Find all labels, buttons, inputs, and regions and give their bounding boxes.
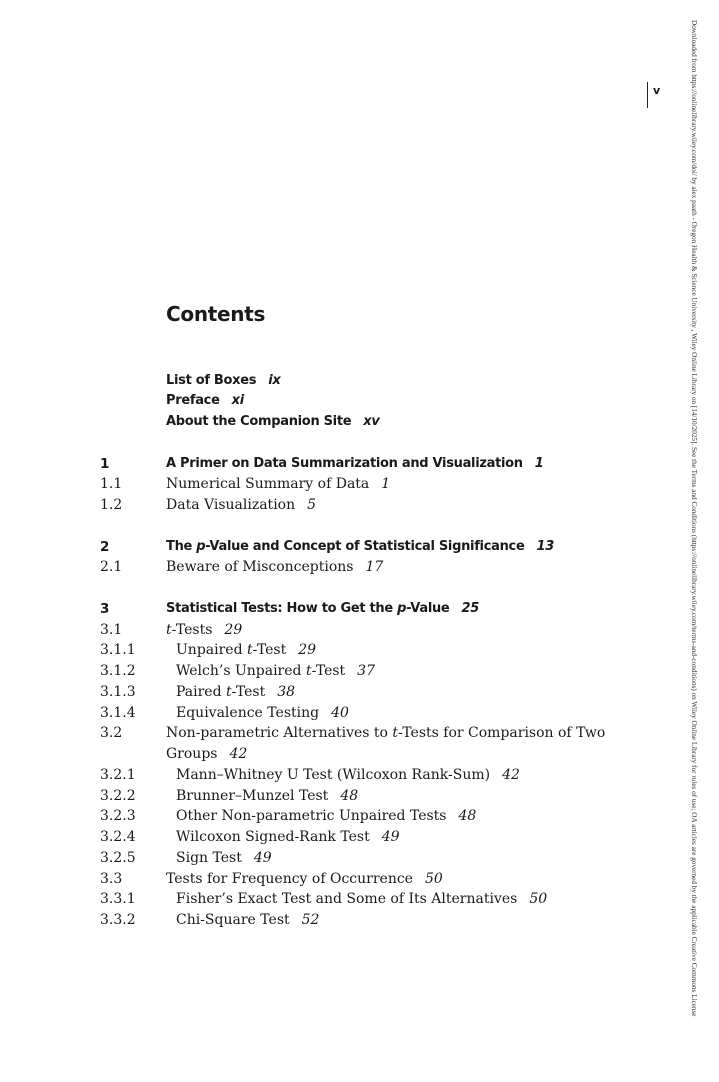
entry-title-post: -Test	[231, 684, 266, 700]
entry-number: 3.1	[100, 622, 123, 638]
entry-title: Data Visualization	[166, 497, 296, 513]
entry-page: 48	[458, 808, 477, 824]
entry-number: 3.3	[100, 871, 123, 887]
entry-number: 2.1	[100, 559, 123, 575]
entry-number: 3.1.2	[100, 663, 136, 679]
entry-number: 3.1.4	[100, 705, 136, 721]
entry-page: 42	[229, 746, 248, 762]
entry-number: 1.2	[100, 497, 123, 513]
entry-title-italic: t	[247, 642, 253, 658]
entry-page: 42	[502, 767, 520, 783]
entry-title-pre: The	[166, 539, 197, 554]
download-notice: Downloaded from https://onlinelibrary.wiley.com/doi/ by alex paath - Oregon Health & Science University , Wiley Online Library on [14/10/2025]. See the Terms and Conditions (https://onlinelibrary.wiley.com/terms-and-conditions) on Wiley Online Library for rules of use; OA articles are governed by the applicable Creative Commons License	[690, 20, 698, 1017]
entry-number: 3.2.5	[100, 850, 136, 866]
entry-number: 3.2.1	[100, 767, 136, 783]
entry-page: 29	[298, 642, 317, 658]
entry-page: xv	[363, 414, 380, 429]
entry-title-pre: Welch’s Unpaired	[176, 663, 306, 679]
entry-page: 1	[534, 456, 544, 471]
entry-page: 52	[301, 912, 320, 928]
entry-number: 1	[100, 456, 110, 472]
entry-title: Fisher’s Exact Test and Some of Its Alternatives	[176, 891, 518, 907]
entry-number: 3.2.3	[100, 808, 136, 824]
entry-title-italic: p	[196, 539, 206, 554]
entry-title-post: -Test	[252, 642, 287, 658]
entry-title-pre: Non-parametric Alternatives to	[166, 725, 393, 741]
entry-page: 49	[381, 829, 400, 845]
entry-title-italic: t	[226, 684, 232, 700]
entry-number: 3.2.4	[100, 829, 136, 845]
entry-page: 50	[424, 871, 443, 887]
entry-number: 3.2.2	[100, 788, 136, 804]
entry-title: Beware of Misconceptions	[166, 559, 354, 575]
entry-title: Numerical Summary of Data	[166, 476, 370, 492]
entry-number: 3.1.3	[100, 684, 136, 700]
entry-title: Mann–Whitney U Test (Wilcoxon Rank-Sum)	[176, 767, 491, 783]
entry-page: 1	[381, 476, 391, 492]
entry-title: Other Non-parametric Unpaired Tests	[176, 808, 447, 824]
entry-number: 2	[100, 539, 110, 555]
entry-title: About the Companion Site	[166, 414, 352, 429]
entry-number: 3	[100, 601, 110, 617]
entry-page: xi	[231, 393, 244, 408]
entry-title-post: -Value and Concept of Statistical Significance	[205, 539, 525, 554]
entry-page: 17	[365, 559, 384, 575]
entry-title-italic: t	[166, 622, 172, 638]
entry-page: 13	[536, 539, 554, 554]
entry-title: Chi-Square Test	[176, 912, 290, 928]
page-title: Contents	[166, 302, 266, 326]
entry-title-pre: Statistical Tests: How to Get the	[166, 601, 398, 616]
page-marker-rule	[647, 82, 648, 108]
entry-page: ix	[268, 373, 281, 388]
entry-page: 25	[461, 601, 479, 616]
entry-title: Wilcoxon Signed-Rank Test	[176, 829, 370, 845]
entry-number: 3.3.1	[100, 891, 136, 907]
entry-title: A Primer on Data Summarization and Visualization	[166, 456, 523, 471]
entry-page: 50	[529, 891, 548, 907]
entry-title-cont: Groups	[166, 746, 218, 762]
entry-title: Tests for Frequency of Occurrence	[166, 871, 413, 887]
entry-title: Preface	[166, 393, 220, 408]
entry-title: Sign Test	[176, 850, 242, 866]
entry-page: 38	[277, 684, 296, 700]
entry-number: 3.3.2	[100, 912, 136, 928]
entry-title: Brunner–Munzel Test	[176, 788, 329, 804]
entry-title: Equivalence Testing	[176, 705, 320, 721]
entry-page: 37	[357, 663, 375, 679]
entry-title-post: -Tests	[171, 622, 213, 638]
page-number: v	[653, 84, 661, 97]
entry-page: 48	[340, 788, 359, 804]
entry-title-italic: t	[392, 725, 399, 741]
entry-page: 29	[224, 622, 243, 638]
entry-title-pre: Unpaired	[176, 642, 247, 658]
entry-page: 40	[331, 705, 349, 721]
entry-title-pre: Paired	[176, 684, 227, 700]
entry-number: 3.2	[100, 725, 123, 741]
entry-page: 5	[307, 497, 317, 513]
entry-number: 1.1	[100, 476, 123, 492]
entry-number: 3.1.1	[100, 642, 136, 658]
entry-title-italic: t	[305, 663, 312, 679]
entry-title: List of Boxes	[166, 373, 257, 388]
entry-page: 49	[253, 850, 272, 866]
entry-title-post: -Test	[311, 663, 346, 679]
entry-title-italic: p	[397, 601, 407, 616]
entry-title-post: -Value	[406, 601, 450, 616]
entry-title-post: -Tests for Comparison of Two	[398, 725, 606, 741]
